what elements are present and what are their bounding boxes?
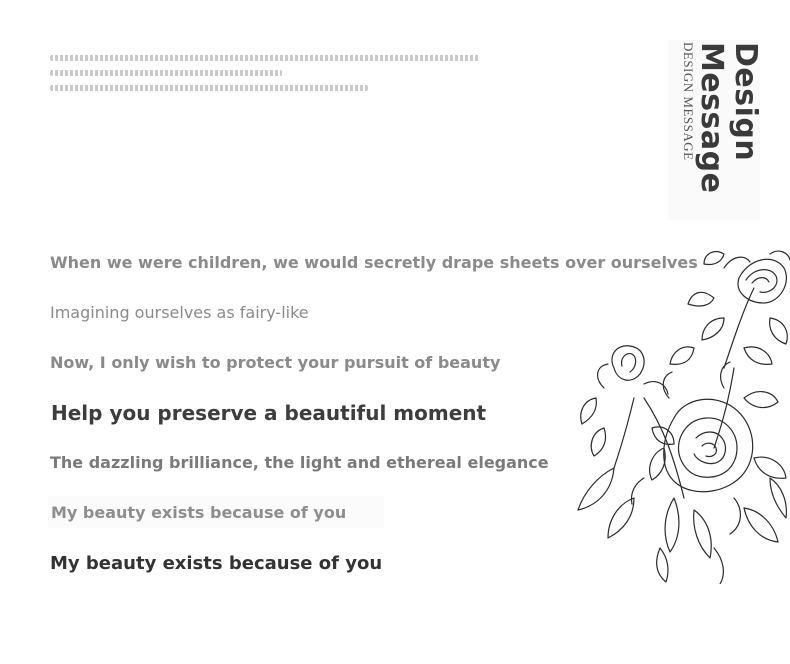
peony-flower-line-drawing-icon [574,248,790,584]
message-line-2: Imagining ourselves as fairy-like [50,303,309,322]
decorative-placeholder-text [50,55,480,100]
message-line-6: My beauty exists because of you [51,503,347,522]
message-line-4: Help you preserve a beautiful moment [51,401,487,425]
page-subtitle: DESIGN MESSAGE [681,42,696,161]
message-line-5: The dazzling brilliance, the light and ethereal elegance [50,453,549,472]
page-title: Design Message [694,42,763,194]
message-line-7: My beauty exists because of you [50,553,383,574]
message-line-1: When we were children, we would secretly drape sheets over ourselves [50,253,698,272]
placeholder-line [50,85,368,91]
placeholder-line [50,70,282,76]
message-line-3: Now, I only wish to protect your pursuit of beauty [50,353,501,372]
placeholder-line [50,55,480,61]
